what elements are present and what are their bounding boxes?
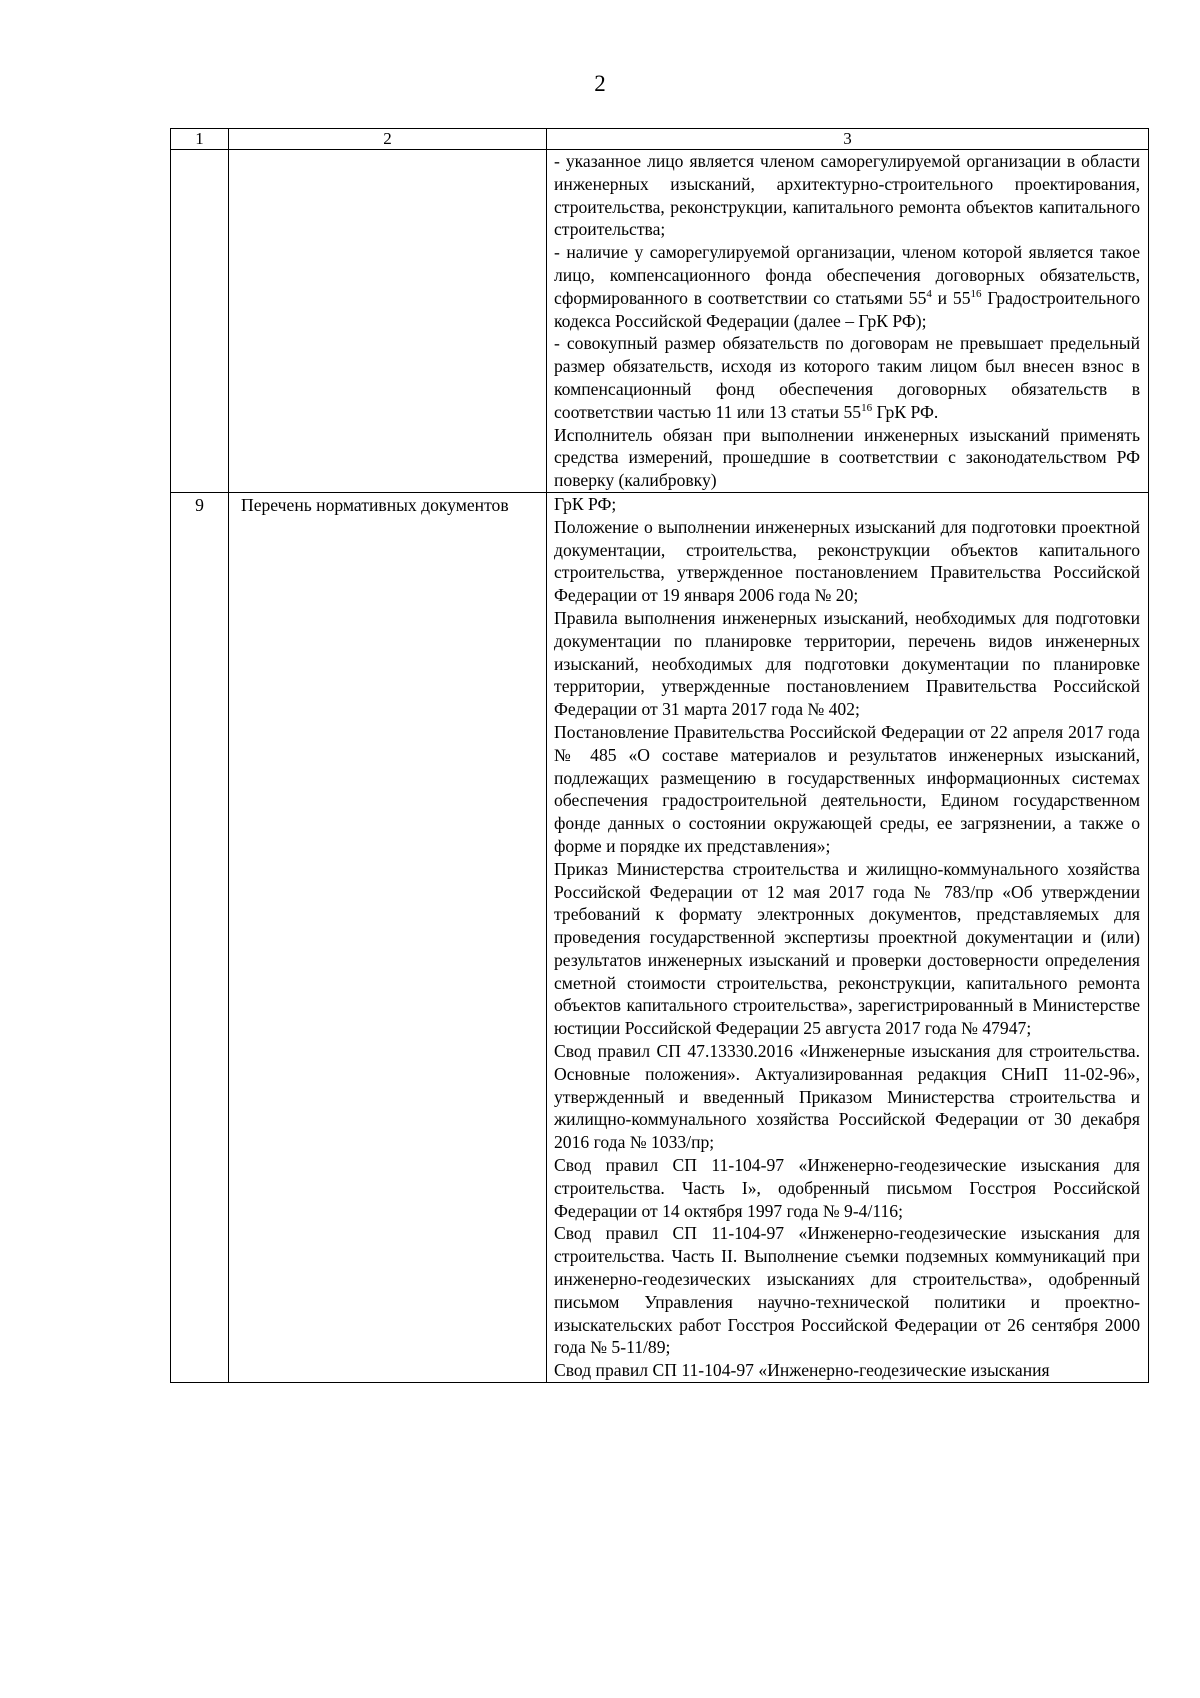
row-name-cell	[229, 150, 547, 493]
paragraph-obligations-limit-start: - совокупный размер обязательств по договорам не превышает предельный размер обязательств, исходя из которого таким лицом был внесен взнос в компенсационный фонд обеспечения договорных обязательств в соответствии частью 11 или 13 статьи 55	[554, 333, 1140, 422]
superscript: 16	[861, 401, 873, 414]
table-row-9	[171, 492, 1149, 1382]
column-header-2: 2	[229, 129, 547, 150]
table-header-row	[171, 129, 1149, 150]
table-row-continued	[171, 150, 1149, 493]
paragraph-compensation-fund-start: - наличие у саморегулируемой организации, членом которой является такое лицо, компенсационного фонда обеспечения договорных обязательств, сформированного в соответствии со статьями 55	[554, 242, 1140, 308]
row-content-cell	[547, 150, 1149, 493]
page-number: 2	[594, 71, 606, 96]
normative-document-item: Свод правил СП 11-104-97 «Инженерно-геодезические изыскания	[554, 1360, 1050, 1381]
normative-document-item: Правила выполнения инженерных изысканий, необходимых для подготовки документации по планировке территории, перечень видов инженерных изысканий, необходимых для подготовки документации по планировке территории, утвержденные постановлением Правительства Российской Федерации от 31 марта 2017 года № 402;	[554, 607, 1140, 720]
paragraph-obligations-limit	[554, 332, 1140, 423]
paragraph-sro-membership: - указанное лицо является членом саморегулируемой организации в области инженерных изысканий, архитектурно-строительного проектирования, строительства, реконструкции, капитального ремонта объектов капитального строительства;	[554, 151, 1140, 240]
column-header-1: 1	[171, 129, 229, 150]
row-name-cell: Перечень нормативных документов	[229, 492, 547, 1382]
row-number-cell	[171, 150, 229, 493]
row-content-cell	[547, 492, 1149, 1382]
normative-document-item: ГрК РФ;	[554, 493, 617, 514]
row-number-cell: 9	[171, 492, 229, 1382]
normative-document-item: Постановление Правительства Российской Федерации от 22 апреля 2017 года № 485 «О составе материалов и результатов инженерных изысканий, подлежащих размещению в государственных информационных системах обеспечения градостроительной деятельности, Едином государственном фонде данных о состоянии окружающей среды, ее загрязнении, а также о форме и порядке их представления»;	[554, 721, 1140, 856]
superscript: 16	[970, 287, 982, 300]
paragraph-measurement-tools: Исполнитель обязан при выполнении инженерных изысканий применять средства измерений, прошедшие в соответствии с законодательством РФ поверку (калибровку)	[554, 424, 1140, 491]
normative-document-item: Положение о выполнении инженерных изысканий для подготовки проектной документации, строительства, реконструкции объектов капитального строительства, утвержденное постановлением Правительства Российской Федерации от 19 января 2006 года № 20;	[554, 516, 1140, 606]
normative-document-item: Свод правил СП 47.13330.2016 «Инженерные изыскания для строительства. Основные положения». Актуализированная редакция СНиП 11-02-96», утвержденный и введенный Приказом Министерства строительства и жилищно-коммунального хозяйства Российской Федерации от 30 декабря 2016 года № 1033/пр;	[554, 1041, 1140, 1153]
superscript: 4	[926, 287, 932, 300]
requirements-table	[170, 128, 1149, 1383]
paragraph-text: и 55	[931, 287, 971, 308]
paragraph-text: ГрК РФ.	[872, 401, 939, 422]
column-header-3: 3	[547, 129, 1149, 150]
paragraph-text: Градостроительного кодекса Российской Федерации (далее – ГрК РФ);	[554, 287, 1140, 331]
normative-document-item: Приказ Министерства строительства и жилищно-коммунального хозяйства Российской Федерации от 12 мая 2017 года № 783/пр «Об утверждении требований к формату электронных документов, представляемых для проведения государственной экспертизы проектной документации и (или) результатов инженерных изысканий и проверки достоверности определения сметной стоимости строительства, реконструкции, капитального ремонта объектов капитального строительства», зарегистрированный в Министерстве юстиции Российской Федерации 25 августа 2017 года № 47947;	[554, 858, 1140, 1039]
paragraph-compensation-fund	[554, 241, 1140, 332]
normative-document-item: Свод правил СП 11-104-97 «Инженерно-геодезические изыскания для строительства. Часть I», одобренный письмом Госстроя Российской Федерации от 14 октября 1997 года № 9-4/116;	[554, 1155, 1140, 1221]
normative-document-item: Свод правил СП 11-104-97 «Инженерно-геодезические изыскания для строительства. Часть II. Выполнение съемки подземных коммуникаций при инженерно-геодезических изысканиях для строительства», одобренный письмом Управления научно-технической политики и проектно-изыскательских работ Госстроя Российской Федерации от 26 сентября 2000 года № 5-11/89;	[554, 1223, 1140, 1358]
